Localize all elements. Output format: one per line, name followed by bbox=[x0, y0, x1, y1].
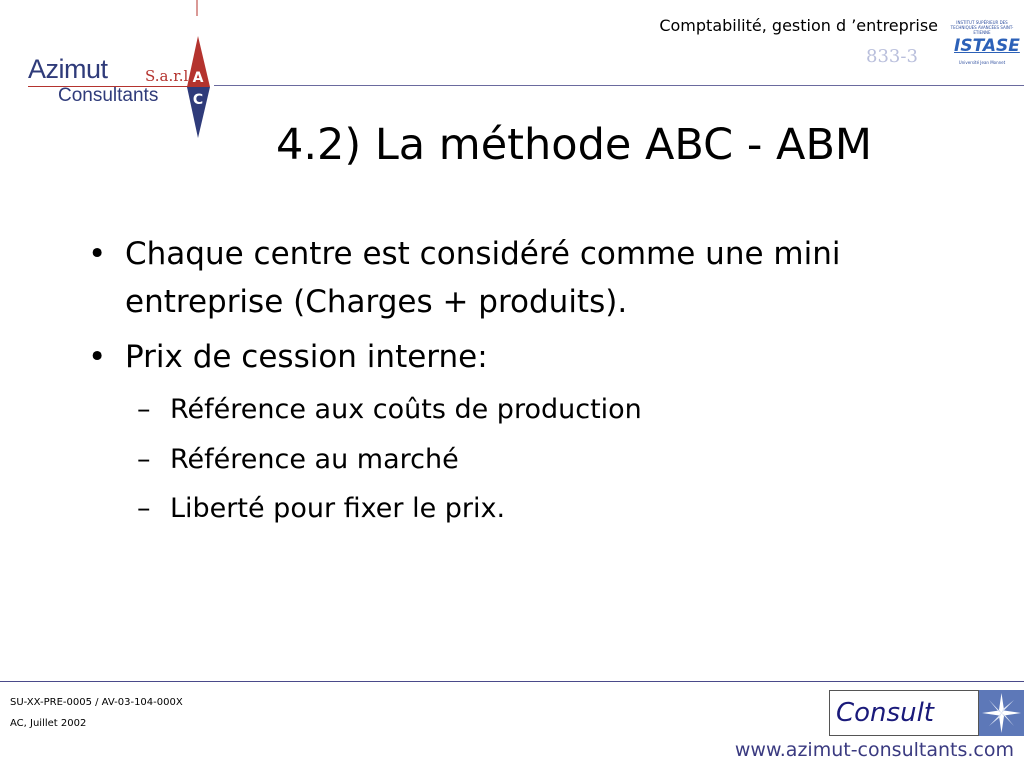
logo-company-name: Azimut bbox=[28, 54, 108, 84]
compass-star-logo bbox=[979, 690, 1024, 736]
sub-bullet-item bbox=[137, 492, 937, 526]
bullet-item bbox=[88, 333, 988, 381]
slide-title: 4.2) La méthode ABC - ABM bbox=[276, 120, 873, 170]
sub-bullet-text: Référence aux coûts de production bbox=[170, 394, 642, 425]
logo-badge-bottom: C bbox=[192, 92, 204, 108]
course-title: Comptabilité, gestion d ’entreprise bbox=[659, 16, 938, 35]
sub-bullet-item bbox=[137, 393, 937, 427]
logo-company-suffix: S.a.r.l bbox=[145, 67, 189, 85]
document-date: AC, Juillet 2002 bbox=[10, 718, 87, 729]
header-divider bbox=[214, 85, 1024, 86]
sub-bullet-marker: – bbox=[137, 444, 151, 475]
compass-needle-icon bbox=[186, 0, 214, 140]
sub-bullet-item bbox=[137, 443, 937, 477]
document-reference: SU-XX-PRE-0005 / AV-03-104-000X bbox=[10, 697, 183, 708]
sub-bullet-text: Liberté pour fixer le prix. bbox=[170, 493, 506, 524]
institute-top-text: INSTITUT SUPÉRIEUR DES TECHNIQUES AVANCÉES SAINT-ETIENNE bbox=[950, 20, 1014, 35]
bullet-marker: • bbox=[88, 236, 107, 272]
consult-label: Consult bbox=[836, 698, 934, 728]
logo-badge-top: A bbox=[192, 70, 204, 86]
bullet-item bbox=[88, 230, 988, 326]
course-code: 833-3 bbox=[866, 46, 918, 67]
bullet-text: Chaque centre est considéré comme une mini entreprise (Charges + produits). bbox=[125, 236, 841, 320]
footer-divider bbox=[0, 681, 1024, 682]
logo-company-name-line2: Consultants bbox=[58, 85, 159, 106]
institute-logo: ISTASE bbox=[954, 36, 1020, 56]
sub-bullet-marker: – bbox=[137, 493, 151, 524]
sub-bullet-marker: – bbox=[137, 394, 151, 425]
sub-bullet-text: Référence au marché bbox=[170, 444, 459, 475]
institute-bottom-text: Université Jean Monnet bbox=[958, 60, 1006, 65]
bullet-text: Prix de cession interne: bbox=[125, 339, 488, 375]
compass-star-icon bbox=[979, 690, 1024, 736]
bullet-marker: • bbox=[88, 339, 107, 375]
website-url: www.azimut-consultants.com bbox=[734, 739, 1014, 761]
